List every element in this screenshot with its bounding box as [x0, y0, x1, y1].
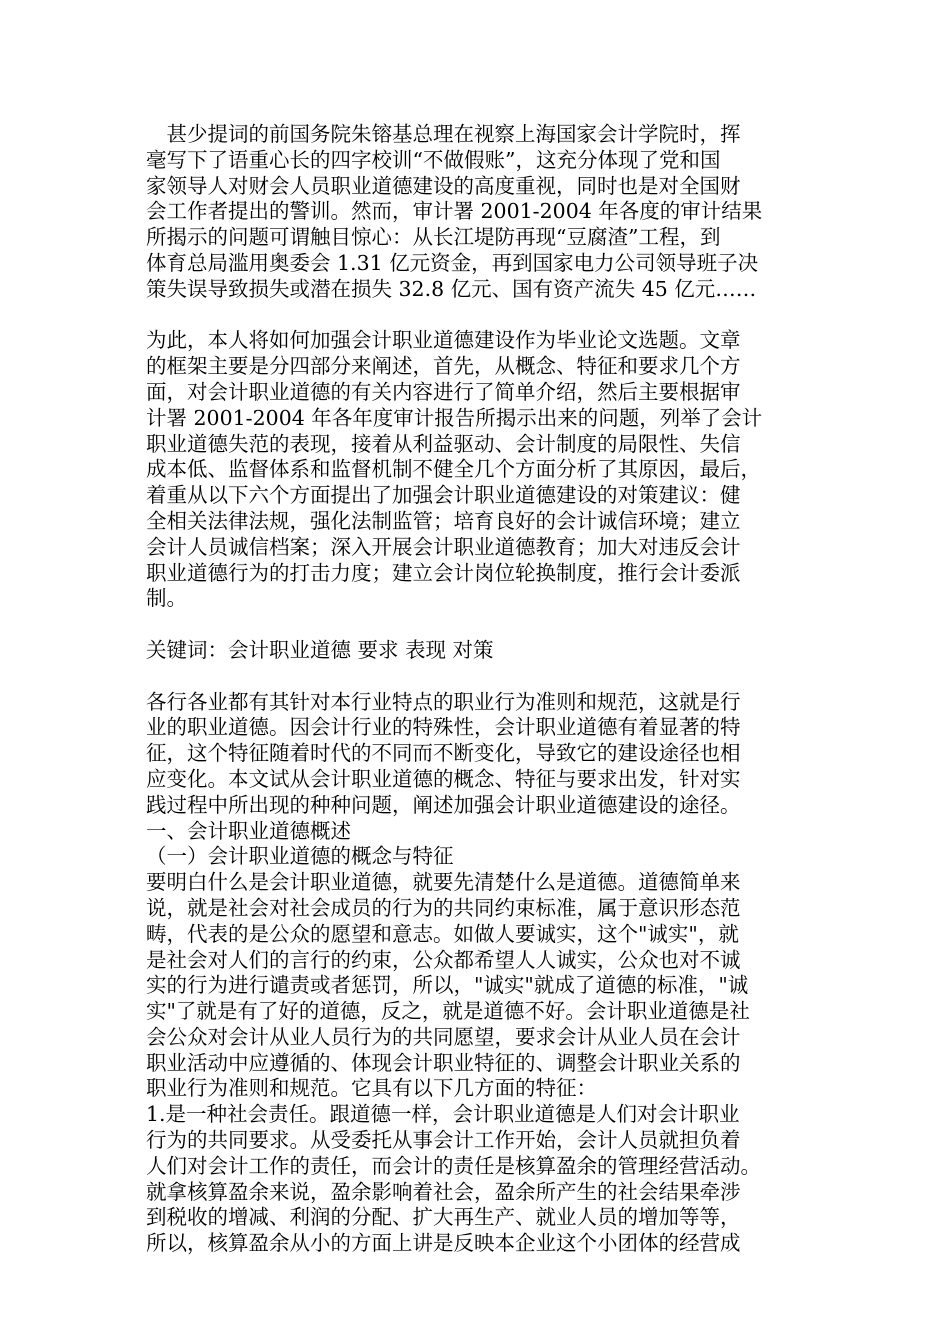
definition-line: 职业行为准则和规范。它具有以下几方面的特征： — [146, 1076, 597, 1101]
intro-line: 所揭示的问题可谓触目惊心：从长江堤防再现“豆腐渣”工程，到 — [146, 225, 721, 250]
intro-paragraph — [146, 122, 818, 303]
abstract-line: 计署 2001-2004 年各年度审计报告所揭示出来的问题，列举了会计 — [146, 405, 763, 430]
definition-line: 职业活动中应遵循的、体现会计职业特征的、调整会计职业关系的 — [146, 1050, 741, 1075]
definition-line: 实"了就是有了好的道德，反之，就是道德不好。会计职业道德是社 — [146, 999, 750, 1024]
intro-line: 甚少提词的前国务院朱镕基总理在视察上海国家会计学院时，挥 — [146, 122, 741, 146]
abstract-paragraph — [146, 328, 818, 612]
definition-line: 要明白什么是会计职业道德，就要先清楚什么是道德。道德简单来 — [146, 870, 741, 895]
point-line: 到税收的增减、利润的分配、扩大再生产、就业人员的增加等等， — [146, 1205, 741, 1230]
paragraph-spacer — [146, 612, 818, 638]
preface-paragraph — [146, 690, 818, 819]
abstract-line: 职业道德行为的打击力度；建立会计岗位轮换制度，推行会计委派 — [146, 560, 741, 585]
preface-line: 践过程中所出现的种种问题，阐述加强会计职业道德建设的途径。 — [146, 792, 741, 817]
abstract-line: 制。 — [146, 586, 187, 611]
abstract-line: 职业道德失范的表现，接着从利益驱动、会计制度的局限性、失信 — [146, 431, 741, 456]
abstract-line: 成本低、监督体系和监督机制不健全几个方面分析了其原因，最后， — [146, 457, 761, 482]
abstract-line: 会计人员诚信档案；深入开展会计职业道德教育；加大对违反会计 — [146, 534, 741, 559]
point-line: 人们对会计工作的责任，而会计的责任是核算盈余的管理经营活动。 — [146, 1153, 761, 1178]
paragraph-spacer — [146, 303, 818, 329]
section-heading: 一、会计职业道德概述 — [146, 818, 351, 843]
keywords-line: 关键词：会计职业道德 要求 表现 对策 — [146, 637, 494, 662]
definition-paragraph — [146, 870, 818, 1102]
subsection-heading: （一）会计职业道德的概念与特征 — [146, 844, 454, 869]
point-line: 1.是一种社会责任。跟道德一样，会计职业道德是人们对会计职业 — [146, 1102, 740, 1127]
document-body — [146, 122, 818, 1257]
abstract-line: 的框架主要是分四部分来阐述，首先，从概念、特征和要求几个方 — [146, 354, 741, 379]
point-1-paragraph — [146, 1102, 818, 1257]
intro-line: 体育总局滥用奥委会 1.31 亿元资金，再到国家电力公司领导班子决 — [146, 250, 759, 275]
definition-line: 畴，代表的是公众的愿望和意志。如做人要诚实，这个"诚实"，就 — [146, 921, 739, 946]
preface-line: 业的职业道德。因会计行业的特殊性，会计职业道德有着显著的特 — [146, 715, 741, 740]
point-line: 所以，核算盈余从小的方面上讲是反映本企业这个小团体的经营成 — [146, 1231, 741, 1256]
intro-line: 毫写下了语重心长的四字校训“不做假账”，这充分体现了党和国 — [146, 147, 721, 172]
intro-line: 会工作者提出的警训。然而，审计署 2001-2004 年各度的审计结果 — [146, 199, 763, 224]
preface-line: 征，这个特征随着时代的不同而不断变化，导致它的建设途径也相 — [146, 741, 741, 766]
point-line: 行为的共同要求。从受委托从事会计工作开始，会计人员就担负着 — [146, 1128, 741, 1153]
definition-line: 是社会对人们的言行的约束，公众都希望人人诚实，公众也对不诚 — [146, 947, 741, 972]
definition-line: 说，就是社会对社会成员的行为的共同约束标准，属于意识形态范 — [146, 895, 741, 920]
paragraph-spacer — [146, 664, 818, 690]
abstract-line: 为此，本人将如何加强会计职业道德建设作为毕业论文选题。文章 — [146, 328, 741, 353]
preface-line: 各行各业都有其针对本行业特点的职业行为准则和规范，这就是行 — [146, 689, 741, 714]
definition-line: 实的行为进行谴责或者惩罚，所以，"诚实"就成了道德的标准，"诚 — [146, 973, 749, 998]
preface-line: 应变化。本文试从会计职业道德的概念、特征与要求出发，针对实 — [146, 766, 741, 791]
abstract-line: 全相关法律法规，强化法制监管；培育良好的会计诚信环境；建立 — [146, 508, 741, 533]
intro-line: 策失误导致损失或潜在损失 32.8 亿元、国有资产流失 45 亿元…… — [146, 276, 757, 301]
point-line: 就拿核算盈余来说，盈余影响着社会，盈余所产生的社会结果牵涉 — [146, 1179, 741, 1204]
definition-line: 会公众对会计从业人员行为的共同愿望，要求会计从业人员在会计 — [146, 1024, 741, 1049]
abstract-line: 面，对会计职业道德的有关内容进行了简单介绍，然后主要根据审 — [146, 379, 741, 404]
intro-line: 家领导人对财会人员职业道德建设的高度重视，同时也是对全国财 — [146, 173, 741, 198]
abstract-line: 着重从以下六个方面提出了加强会计职业道德建设的对策建议：健 — [146, 483, 741, 508]
